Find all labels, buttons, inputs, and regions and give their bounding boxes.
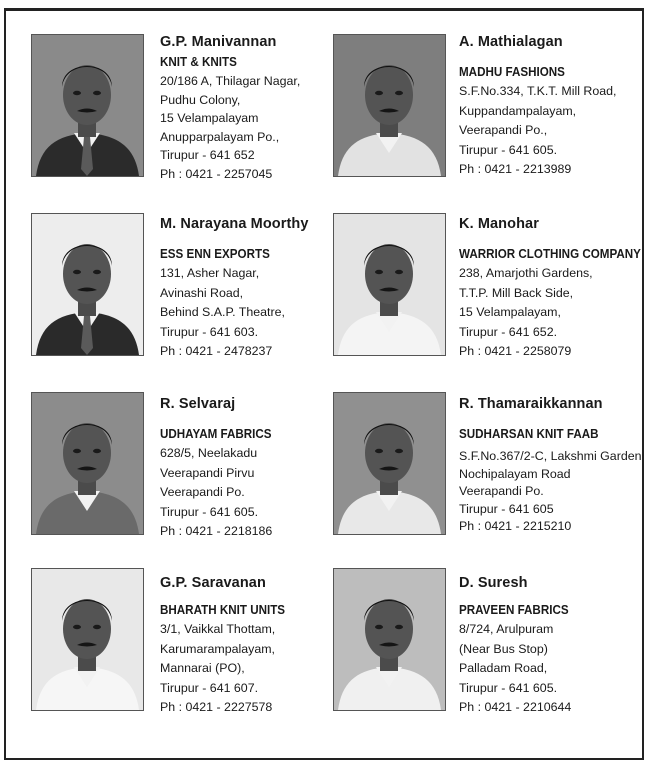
company-name: WARRIOR CLOTHING COMPANY <box>459 247 641 261</box>
member-info <box>160 34 300 183</box>
portrait-image <box>32 214 143 355</box>
address-line: Karumarampalayam, <box>160 641 276 656</box>
phone-number: Ph : 0421 - 2218186 <box>160 524 273 538</box>
address-line: Tirupur - 641 652. <box>459 324 558 339</box>
member-name: M. Narayana Moorthy <box>160 216 309 232</box>
address-line: 238, Amarjothi Gardens, <box>459 266 593 280</box>
member-name: R. Thamaraikkannan <box>459 396 603 412</box>
address-line: S.F.No.367/2-C, Lakshmi Garden <box>459 449 642 463</box>
address-line: Veerapandi Pirvu <box>160 465 255 480</box>
address-line: Tirupur - 641 605. <box>459 680 558 695</box>
address-line: Tirupur - 641 605. <box>160 504 259 519</box>
address-block <box>459 448 642 536</box>
phone-number: Ph : 0421 - 2258079 <box>459 344 572 358</box>
member-name: G.P. Manivannan <box>160 34 277 50</box>
address-line: Mannarai (PO), <box>160 661 245 675</box>
address-block <box>459 264 652 362</box>
member-photo <box>31 34 144 177</box>
address-line: Behind S.A.P. Theatre, <box>160 305 285 319</box>
member-info <box>459 575 577 718</box>
address-line: Nochipalayam Road <box>459 466 571 481</box>
address-line: Veerapandi Po., <box>459 123 548 137</box>
member-name: R. Selvaraj <box>160 396 236 412</box>
address-block <box>160 620 294 718</box>
address-line: Kuppandampalayam, <box>459 103 577 118</box>
member-info <box>160 396 280 542</box>
member-photo <box>31 213 144 356</box>
address-line: Pudhu Colony, <box>160 92 241 107</box>
member-info <box>160 216 309 362</box>
address-line: 628/5, Neelakadu <box>160 446 258 460</box>
address-line: (Near Bus Stop) <box>459 641 548 656</box>
member-name: G.P. Saravanan <box>160 575 266 591</box>
member-info <box>459 396 642 536</box>
company-name: ESS ENN EXPORTS <box>160 247 270 261</box>
address-line: Palladam Road, <box>459 661 548 675</box>
member-info <box>459 216 652 362</box>
portrait-image <box>334 569 445 710</box>
portrait-image <box>32 569 143 710</box>
member-photo <box>31 392 144 535</box>
address-line: 131, Asher Nagar, <box>160 266 260 280</box>
company-name: BHARATH KNIT UNITS <box>160 603 286 617</box>
company-name: UDHAYAM FABRICS <box>160 427 272 441</box>
address-line: 15 Velampalayam, <box>459 305 561 319</box>
member-name: K. Manohar <box>459 216 539 232</box>
member-name: A. Mathialagan <box>459 34 563 50</box>
address-line: Veerapandi Po. <box>160 485 245 499</box>
portrait-image <box>334 214 445 355</box>
address-block <box>160 444 280 542</box>
phone-number: Ph : 0421 - 2210644 <box>459 700 572 714</box>
portrait-image <box>32 35 143 176</box>
member-name: D. Suresh <box>459 575 528 591</box>
member-info <box>160 575 294 718</box>
address-line: Tirupur - 641 605 <box>459 501 554 516</box>
member-photo <box>333 34 446 177</box>
company-name: KNIT & KNITS <box>160 55 237 69</box>
portrait-image <box>334 35 445 176</box>
address-line: 3/1, Vaikkal Thottam, <box>160 622 276 636</box>
phone-number: Ph : 0421 - 2478237 <box>160 344 273 358</box>
address-block <box>459 620 577 718</box>
member-info <box>459 34 616 180</box>
address-line: 20/186 A, Thilagar Nagar, <box>160 74 301 88</box>
address-line: Avinashi Road, <box>160 285 244 300</box>
phone-number: Ph : 0421 - 2227578 <box>160 700 273 714</box>
member-photo <box>333 213 446 356</box>
address-line: Anupparpalayam Po., <box>160 129 280 144</box>
address-line: Tirupur - 641 605. <box>459 142 558 157</box>
address-block <box>459 82 616 180</box>
address-line: Tirupur - 641 652 <box>160 148 255 162</box>
address-line: Tirupur - 641 603. <box>160 324 259 339</box>
member-photo <box>31 568 144 711</box>
company-name: SUDHARSAN KNIT FAAB <box>459 427 599 441</box>
address-line: T.T.P. Mill Back Side, <box>459 285 574 300</box>
address-line: 8/724, Arulpuram <box>459 622 554 636</box>
member-photo <box>333 568 446 711</box>
member-photo <box>333 392 446 535</box>
address-line: S.F.No.334, T.K.T. Mill Road, <box>459 84 617 98</box>
address-block <box>160 72 300 183</box>
company-name: MADHU FASHIONS <box>459 65 565 79</box>
address-block <box>160 264 309 362</box>
address-line: Veerapandi Po. <box>459 484 544 498</box>
phone-number: Ph : 0421 - 2257045 <box>160 166 273 181</box>
company-name: PRAVEEN FABRICS <box>459 603 569 617</box>
portrait-image <box>32 393 143 534</box>
phone-number: Ph : 0421 - 2215210 <box>459 519 572 533</box>
portrait-image <box>334 393 445 534</box>
address-line: 15 Velampalayam <box>160 111 259 125</box>
address-line: Tirupur - 641 607. <box>160 680 259 695</box>
phone-number: Ph : 0421 - 2213989 <box>459 162 572 176</box>
